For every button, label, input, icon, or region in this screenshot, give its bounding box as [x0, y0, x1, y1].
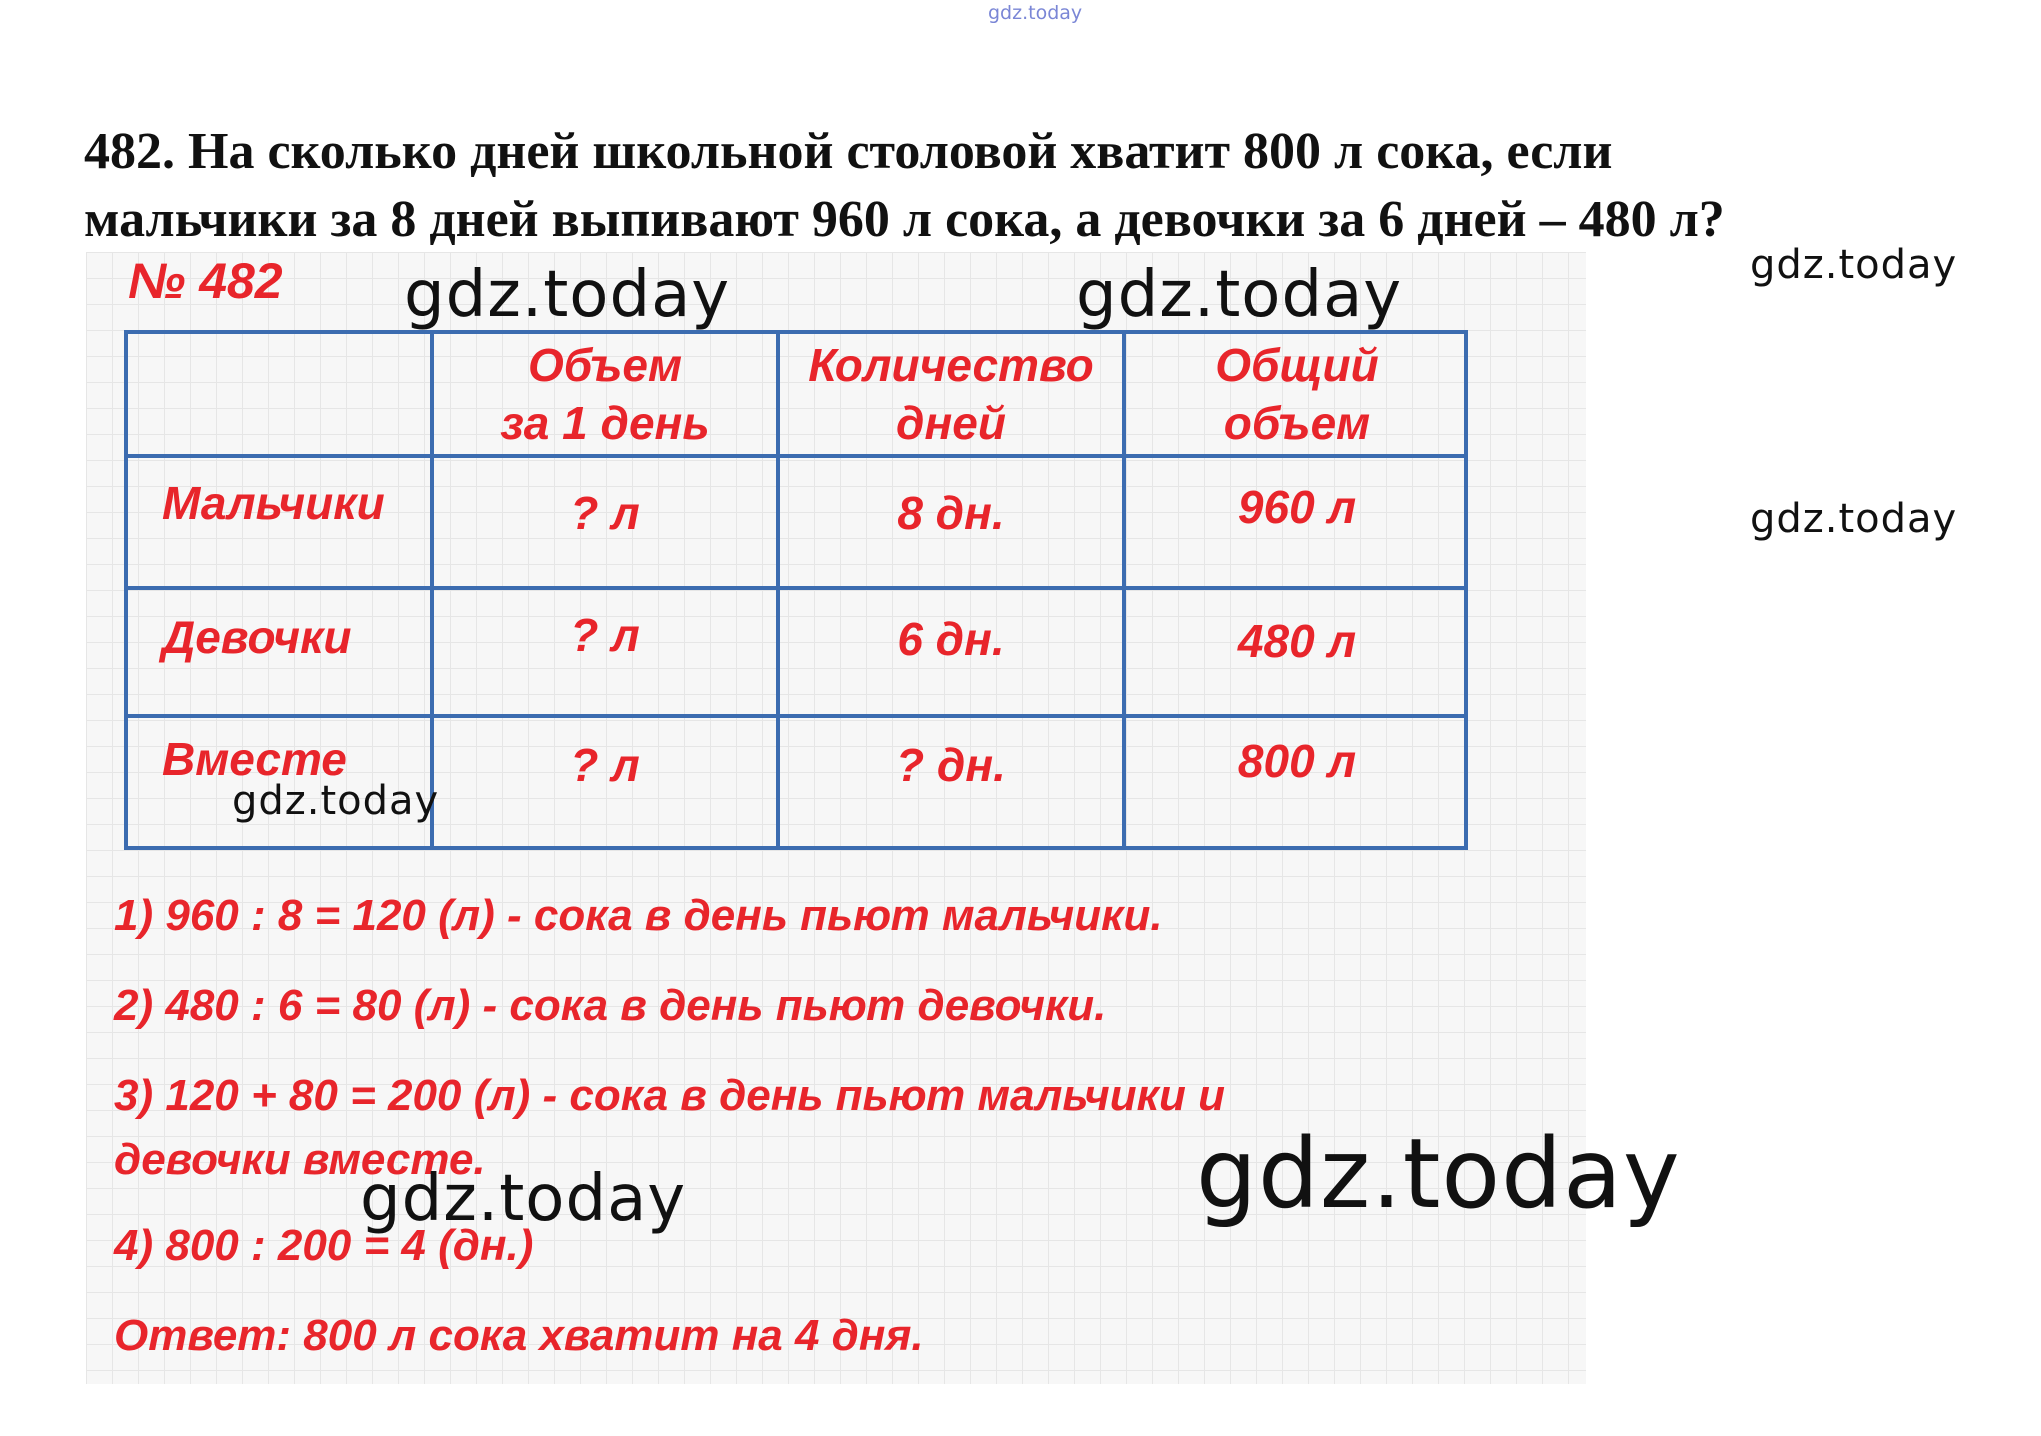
data-table — [124, 330, 1468, 850]
watermark: gdz.today — [1750, 496, 1958, 542]
table-cell: ? дн. — [896, 739, 1006, 791]
problem-statement — [84, 118, 1984, 254]
watermark: gdz.today — [232, 778, 440, 824]
table-cell: ? л — [570, 739, 640, 791]
row-label: Мальчики — [162, 477, 385, 529]
header-line: объем — [1223, 397, 1371, 449]
header-line: Общий — [1215, 339, 1379, 391]
header-line: дней — [896, 397, 1006, 449]
row-label: Вместе — [162, 733, 347, 785]
solution-step: 1) 960 : 8 = 120 (л) - сока в день пьют мальчики. — [114, 891, 1163, 940]
table-cell: ? л — [570, 609, 640, 661]
table-divider — [128, 714, 1464, 718]
header-line: Количество — [808, 339, 1094, 391]
solution-step: 4) 800 : 200 = 4 (дн.) — [114, 1221, 534, 1270]
watermark: gdz.today — [1750, 242, 1958, 288]
table-cell: ? л — [570, 487, 640, 539]
answer-line: Ответ: 800 л сока хватит на 4 дня. — [114, 1311, 924, 1360]
table-cell: 6 дн. — [897, 613, 1005, 665]
table-cell: 960 л — [1237, 481, 1357, 533]
watermark: gdz.today — [404, 258, 731, 332]
solution-step: 2) 480 : 6 = 80 (л) - сока в день пьют девочки. — [114, 981, 1107, 1030]
solution-step: 3) 120 + 80 = 200 (л) - сока в день пьют мальчики и девочки вместе. — [114, 1071, 1225, 1184]
site-watermark-top: gdz.today — [988, 2, 1083, 24]
solution-number: № 482 — [128, 253, 283, 309]
table-divider — [128, 586, 1464, 590]
table-divider — [128, 454, 1464, 458]
table-header-cell — [780, 336, 1122, 452]
row-label: Девочки — [162, 611, 352, 663]
watermark: gdz.today — [360, 1162, 687, 1236]
table-cell: 800 л — [1237, 735, 1357, 787]
problem-line-2: мальчики за 8 дней выпивают 960 л сока, а девочки за 6 дней – 480 л? — [84, 191, 1725, 248]
problem-line-1: 482. На сколько дней школьной столовой хватит 800 л сока, если — [84, 123, 1613, 180]
watermark: gdz.today — [1076, 258, 1403, 332]
table-header-cell — [434, 336, 776, 452]
watermark: gdz.today — [1196, 1118, 1681, 1230]
header-line: Объем — [527, 339, 683, 391]
table-header-cell — [1126, 336, 1468, 452]
header-line: за 1 день — [500, 397, 710, 449]
table-cell: 8 дн. — [897, 487, 1005, 539]
table-cell: 480 л — [1237, 615, 1357, 667]
